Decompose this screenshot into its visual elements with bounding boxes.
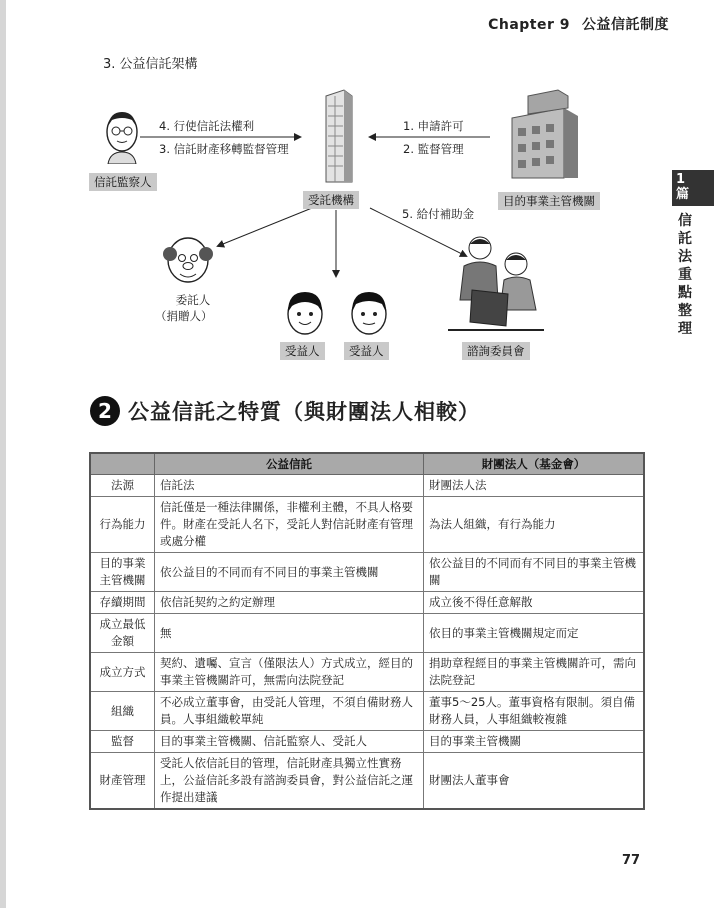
trustee-building-figure <box>318 86 356 184</box>
tab-vertical-title: 信託法重點整理 <box>678 213 692 337</box>
tab-unit: 篇 <box>676 187 690 202</box>
flow-supervise-manage: 2. 監督管理 <box>403 142 464 156</box>
row-public-trust: 信託僅是一種法律關係，非權利主體，不具人格要件。財產在受託人名下，受託人對信託財產有管理或處分權 <box>155 497 424 553</box>
supervisor-label: 信託監察人 <box>89 173 157 191</box>
row-public-trust: 不必成立董事會，由受託人管理，不須自備財務人員。人事組織較單純 <box>155 692 424 731</box>
row-public-trust: 無 <box>155 614 424 653</box>
section-heading: 3. 公益信託架構 <box>103 57 198 72</box>
row-label: 目的事業主管機關 <box>90 553 155 592</box>
flow-apply-permission: 1. 申請許可 <box>403 119 464 133</box>
row-public-trust: 依信託契約之約定辦理 <box>155 592 424 614</box>
comparison-table <box>89 452 645 810</box>
row-foundation: 依公益目的不同而有不同目的事業主管機關 <box>424 553 645 592</box>
page-number: 77 <box>622 853 641 868</box>
row-foundation: 成立後不得任意解散 <box>424 592 645 614</box>
table-row <box>90 614 644 653</box>
row-foundation: 財團法人法 <box>424 475 645 497</box>
row-label: 法源 <box>90 475 155 497</box>
page-edge <box>0 0 6 908</box>
row-foundation: 捐助章程經目的事業主管機關許可，需向法院登記 <box>424 653 645 692</box>
feature-number: 2 <box>90 396 120 426</box>
table-row <box>90 753 644 810</box>
side-tab <box>672 170 714 338</box>
authority-building-figure <box>508 88 580 180</box>
row-public-trust: 受託人依信託目的管理，信託財產具獨立性實務上，公益信託多設有諮詢委員會，對公益信託之運作提出建議 <box>155 753 424 810</box>
settlor-figure <box>162 230 214 290</box>
row-foundation: 為法人組織，有行為能力 <box>424 497 645 553</box>
row-label: 成立方式 <box>90 653 155 692</box>
table-row <box>90 653 644 692</box>
table-header-row <box>90 453 644 475</box>
row-foundation: 財團法人董事會 <box>424 753 645 810</box>
table-row <box>90 731 644 753</box>
row-public-trust: 目的事業主管機關、信託監察人、受託人 <box>155 731 424 753</box>
chapter-header <box>488 14 669 34</box>
table-header-public-trust: 公益信託 <box>155 453 424 475</box>
row-label: 存續期間 <box>90 592 155 614</box>
table-row <box>90 692 644 731</box>
authority-label: 目的事業主管機關 <box>498 192 600 210</box>
trustee-label: 受託機構 <box>303 191 359 209</box>
settlor-label-line1: 委託人 <box>175 293 211 307</box>
flow-subsidy: 5. 給付補助金 <box>402 207 475 221</box>
row-label: 行為能力 <box>90 497 155 553</box>
table-row <box>90 497 644 553</box>
settlor-label-line2: （捐贈人） <box>155 309 213 323</box>
feature-heading <box>90 396 480 426</box>
row-label: 監督 <box>90 731 155 753</box>
chapter-label: Chapter 9 <box>488 17 570 33</box>
row-foundation: 董事5～25人。董事資格有限制。須自備財務人員，人事組織較複雜 <box>424 692 645 731</box>
beneficiary-label-2: 受益人 <box>344 342 389 360</box>
table-row <box>90 592 644 614</box>
committee-label: 諮詢委員會 <box>462 342 530 360</box>
row-public-trust: 依公益目的不同而有不同目的事業主管機關 <box>155 553 424 592</box>
arrow-trustee-to-settlor <box>218 208 312 246</box>
row-label: 成立最低金額 <box>90 614 155 653</box>
feature-title: 公益信託之特質（與財團法人相較） <box>128 400 480 424</box>
row-public-trust: 信託法 <box>155 475 424 497</box>
table-row <box>90 553 644 592</box>
table-header-foundation: 財團法人（基金會） <box>424 453 645 475</box>
flow-transfer-supervision: 3. 信託財產移轉監督管理 <box>159 142 289 156</box>
beneficiary-label-1: 受益人 <box>280 342 325 360</box>
chapter-title: 公益信託制度 <box>582 17 669 33</box>
row-label: 財產管理 <box>90 753 155 810</box>
tab-number: 1 <box>676 172 686 187</box>
table-header-blank <box>90 453 155 475</box>
row-public-trust: 契約、遺囑、宣言（僅限法人）方式成立，經目的事業主管機關許可，無需向法院登記 <box>155 653 424 692</box>
committee-figure <box>448 230 544 338</box>
beneficiary-figure-2 <box>348 288 390 338</box>
structure-diagram <box>80 78 620 378</box>
tab-number-block <box>672 170 714 206</box>
row-foundation: 依目的事業主管機關規定而定 <box>424 614 645 653</box>
row-label: 組織 <box>90 692 155 731</box>
supervisor-figure <box>102 108 142 164</box>
flow-exercise-rights: 4. 行使信託法權利 <box>159 119 255 133</box>
beneficiary-figure-1 <box>284 288 326 338</box>
row-foundation: 目的事業主管機關 <box>424 731 645 753</box>
table-row <box>90 475 644 497</box>
